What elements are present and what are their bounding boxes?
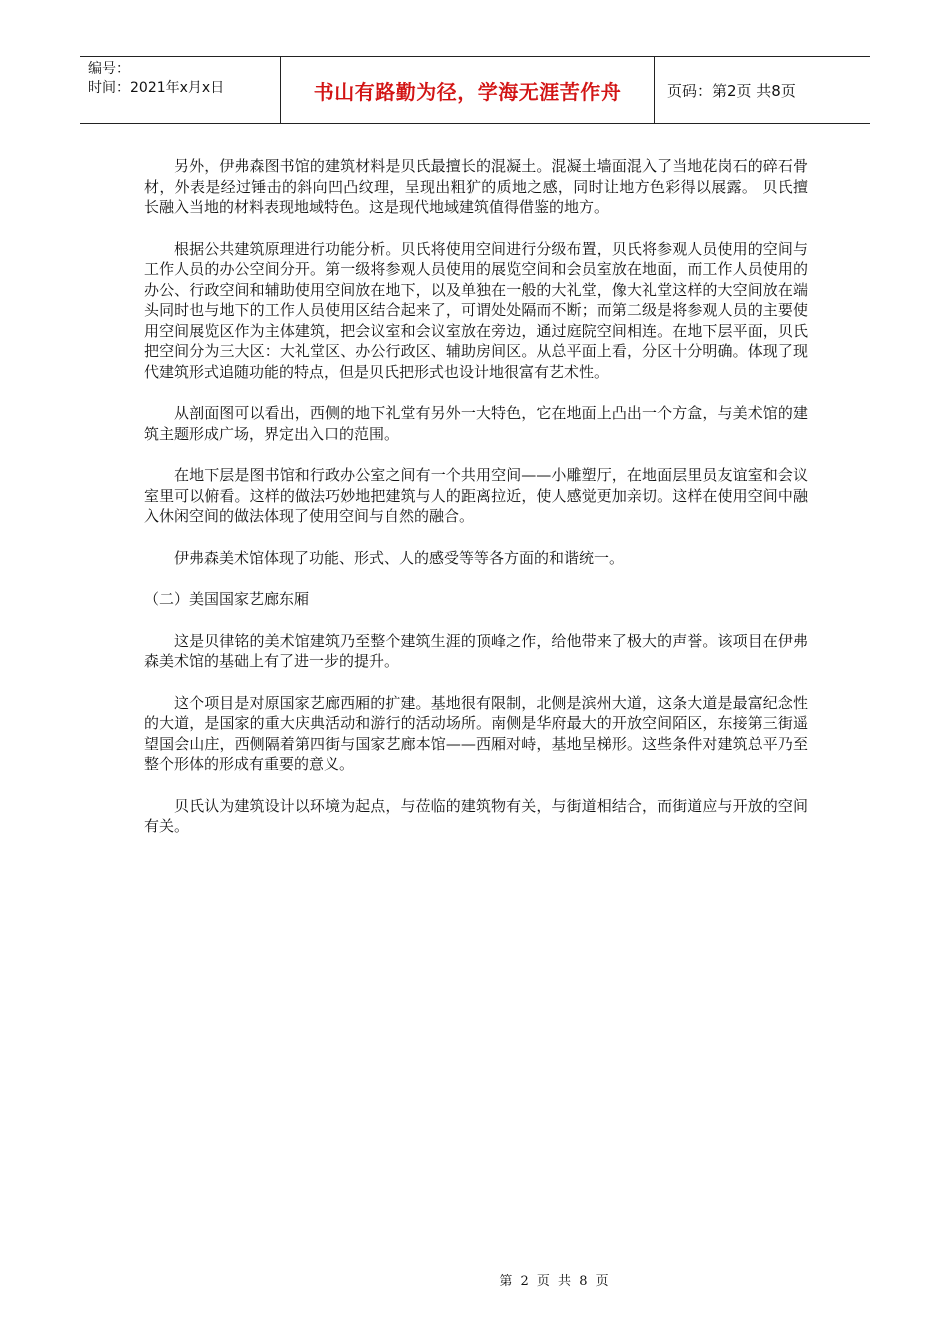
header-motto: 书山有路勤为径，学海无涯苦作舟: [281, 57, 655, 123]
paragraph: 另外，伊弗森图书馆的建筑材料是贝氏最擅长的混凝土。混凝土墙面混入了当地花岗石的碎石骨材，外表是经过锤击的斜向凹凸纹理，呈现出粗犷的质地之感，同时让地方色彩得以展露。 贝氏擅长融入当地的材料表现地域特色。这是现代地域建筑值得借鉴的地方。: [144, 157, 808, 216]
header-meta: [80, 57, 281, 123]
page-header: [80, 56, 870, 124]
paragraph: 根据公共建筑原理进行功能分析。贝氏将使用空间进行分级布置，贝氏将参观人员使用的空间与工作人员的办公空间分开。第一级将参观人员使用的展览空间和会员室放在地面，而工作人员使用的办公、行政空间和辅助使用空间放在地下，以及单独在一般的大礼堂，像大礼堂这样的大空间放在端头同时也与地下的工作人员使用区结合起来了，可谓处处隔而不断；而第二级是将参观人员的主要使用空间展览区作为主体建筑，把会议室和会议室放在旁边，通过庭院空间相连。在地下层平面，贝氏把空间分为三大区：大礼堂区、办公行政区、辅助房间区。从总平面上看，分区十分明确。体现了现代建筑形式追随功能的特点，但是贝氏把形式也设计地很富有艺术性。: [144, 239, 808, 381]
document-body: [144, 156, 808, 858]
paragraph: 伊弗森美术馆体现了功能、形式、人的感受等等各方面的和谐统一。: [174, 548, 625, 567]
paragraph: 在地下层是图书馆和行政办公室之间有一个共用空间——小雕塑厅，在地面层里员友谊室和会议室里可以俯看。这样的做法巧妙地把建筑与人的距离拉近，使人感觉更加亲切。这样在使用空间中融入休闲空间的做法体现了使用空间与自然的融合。: [144, 466, 808, 525]
paragraph: 从剖面图可以看出，西侧的地下礼堂有另外一大特色，它在地面上凸出一个方盒，与美术馆的建筑主题形成广场，界定出入口的范围。: [144, 404, 808, 443]
header-page-info: 页码：第2页 共8页: [667, 81, 796, 100]
paragraph: 这个项目是对原国家艺廊西厢的扩建。基地很有限制，北侧是滨州大道，这条大道是最富纪念性的大道，是国家的重大庆典活动和游行的活动场所。南侧是华府最大的开放空间陌区，东接第三街遥望国会山庄，西侧隔着第四街与国家艺廊本馆——西厢对峙，基地呈梯形。这些条件对建筑总平乃至整个形体的形成有重要的意义。: [144, 693, 808, 773]
page-footer: 第 2 页 共 8 页: [499, 1274, 611, 1289]
section-heading: （二）美国国家艺廊东厢: [144, 590, 310, 608]
paragraph: 贝氏认为建筑设计以环境为起点，与莅临的建筑物有关，与街道相结合，而街道应与开放的空间有关。: [144, 796, 808, 835]
paragraph: 这是贝律铭的美术馆建筑乃至整个建筑生涯的顶峰之作，给他带来了极大的声誉。该项目在伊弗森美术馆的基础上有了进一步的提升。: [144, 631, 808, 670]
document-number-label: 编号：: [88, 61, 130, 77]
document-time-label: 时间：2021年x月x日: [88, 80, 225, 96]
